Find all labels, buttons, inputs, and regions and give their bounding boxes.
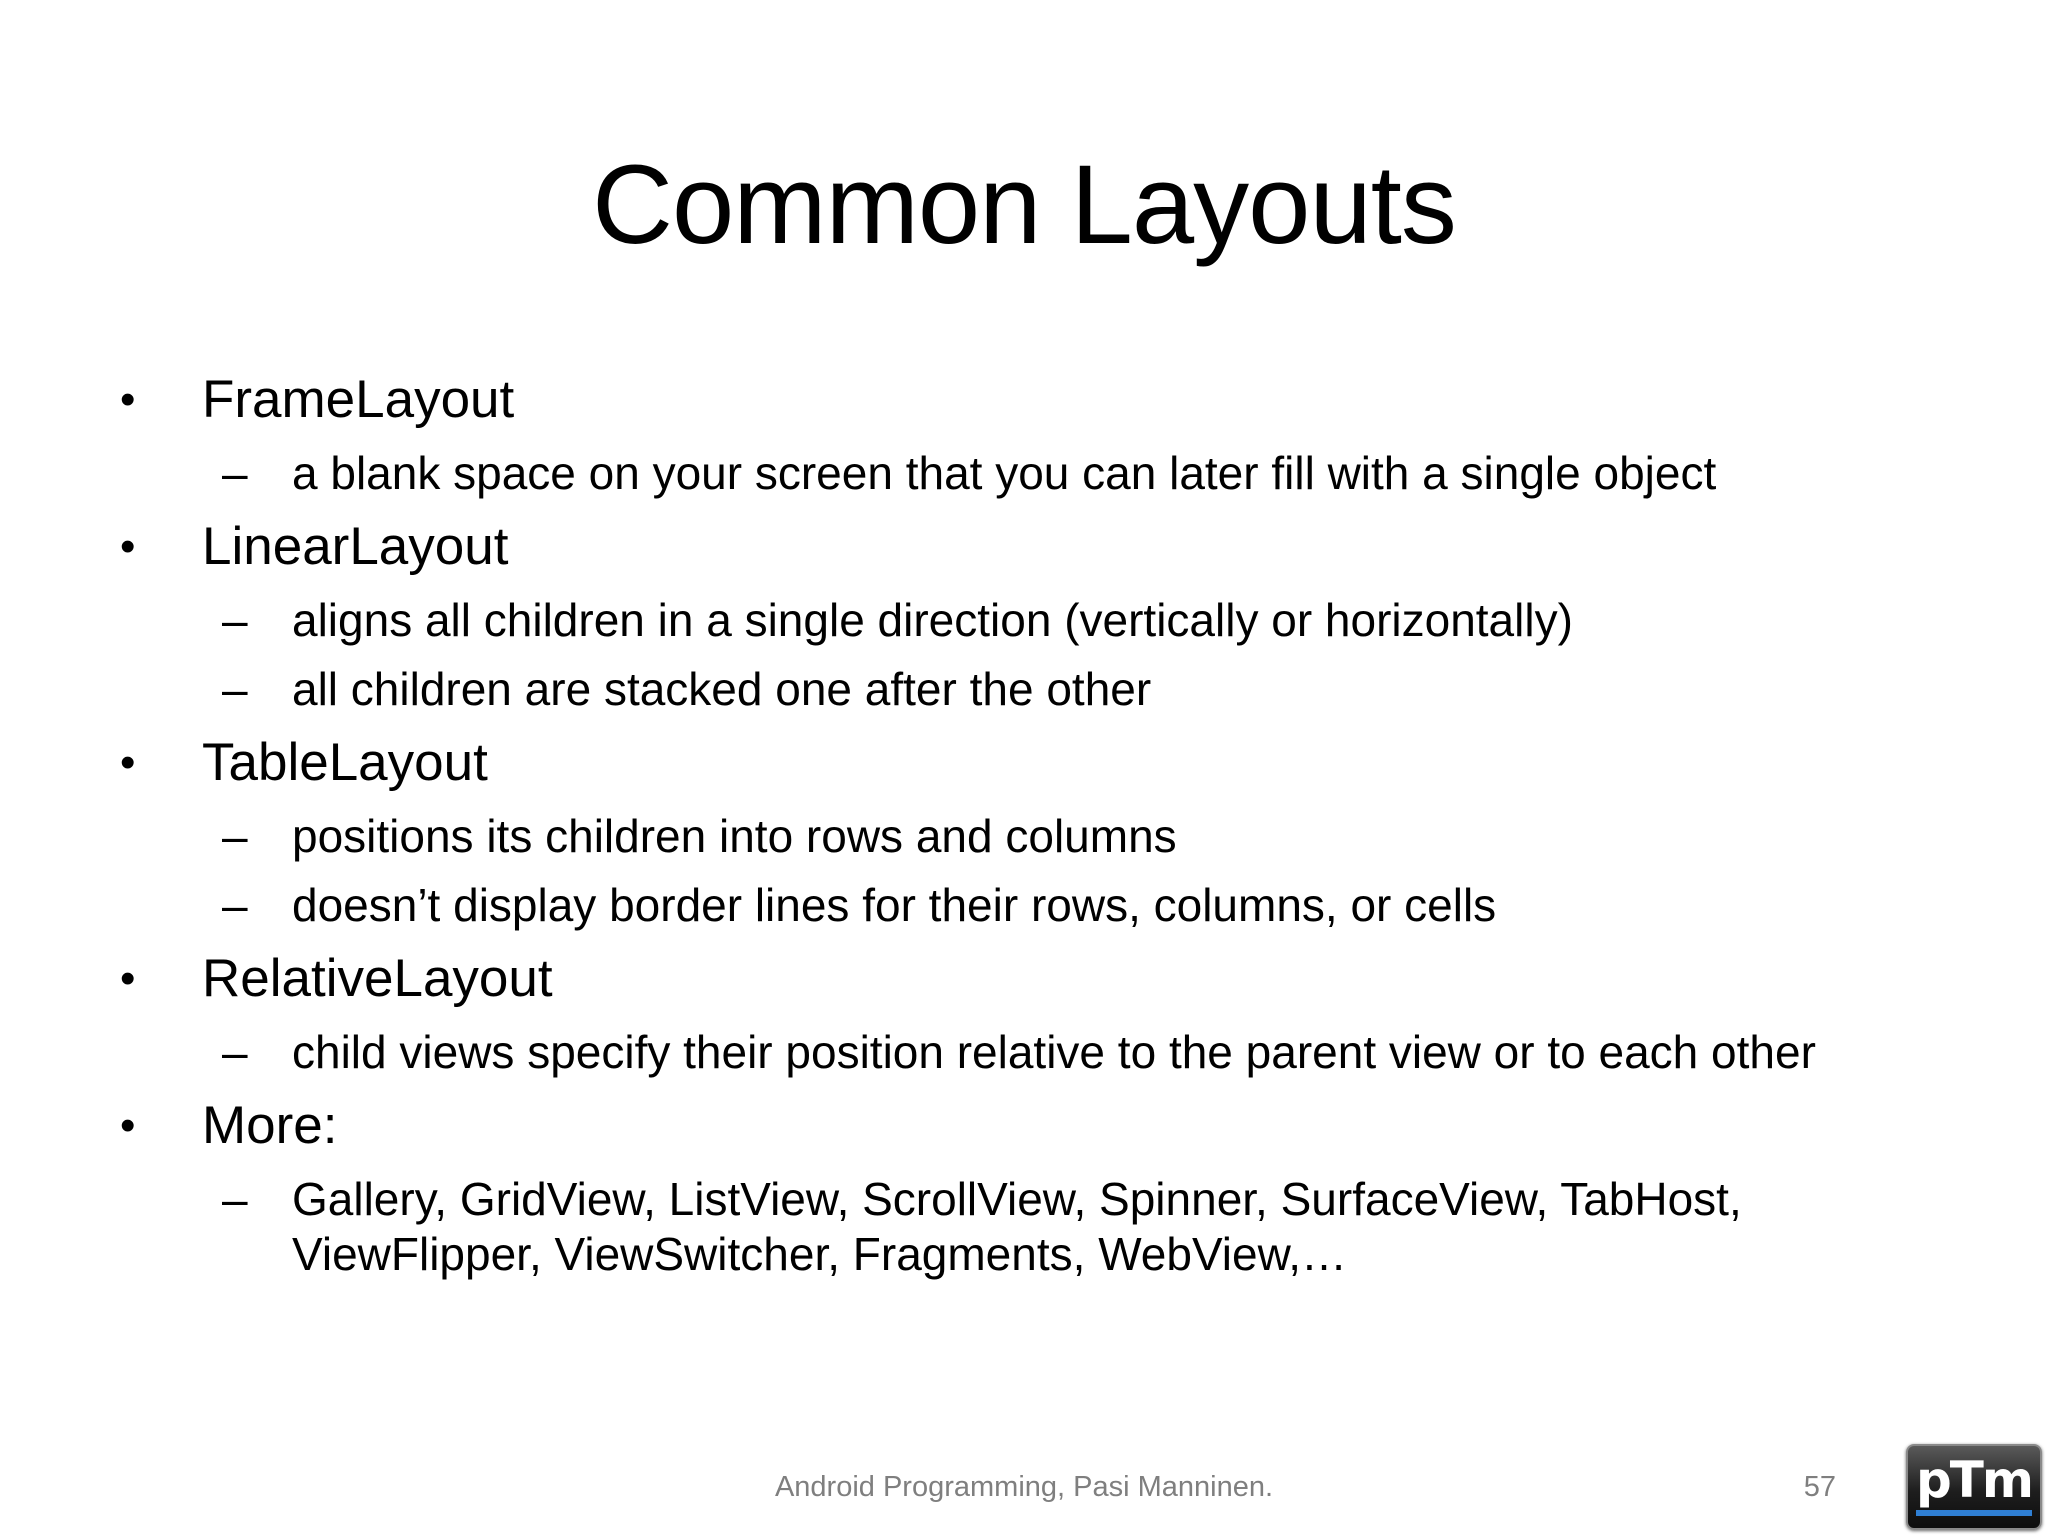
bullet-item xyxy=(120,731,1950,795)
slide-title: Common Layouts xyxy=(592,142,1456,267)
bullet-item xyxy=(120,368,1950,432)
bullet-item xyxy=(120,1094,1950,1158)
dash-icon: – xyxy=(222,663,248,715)
bullet-label: FrameLayout xyxy=(202,370,515,429)
sub-bullet-item xyxy=(120,1172,1950,1282)
sub-bullet-text: aligns all children in a single direction (vertically or horizontally) xyxy=(292,594,1573,646)
sub-bullet-text: a blank space on your screen that you can later fill with a single object xyxy=(292,447,1717,499)
sub-bullet-text: all children are stacked one after the other xyxy=(292,663,1152,715)
sub-bullet-item xyxy=(120,1025,1950,1080)
bullet-icon: • xyxy=(120,738,136,787)
page-number: 57 xyxy=(1803,1471,1836,1503)
bullet-item xyxy=(120,515,1950,579)
sub-bullet-text: doesn’t display border lines for their rows, columns, or cells xyxy=(292,879,1497,931)
sub-bullet-text: Gallery, GridView, ListView, ScrollView, Spinner, SurfaceView, TabHost, ViewFlipper, ViewSwitcher, Fragments, WebView,… xyxy=(292,1173,1742,1280)
dash-icon: – xyxy=(222,594,248,646)
bullet-icon: • xyxy=(120,375,136,424)
sub-bullet-item xyxy=(120,809,1950,864)
bullet-list xyxy=(120,368,1950,1282)
bullet-label: More: xyxy=(202,1096,338,1155)
dash-icon: – xyxy=(222,447,248,499)
logo-text: pTm xyxy=(1916,1451,2032,1509)
sub-bullet-text: positions its children into rows and columns xyxy=(292,810,1177,862)
sub-bullet-item xyxy=(120,593,1950,648)
dash-icon: – xyxy=(222,1026,248,1078)
sub-bullet-item xyxy=(120,446,1950,501)
dash-icon: – xyxy=(222,879,248,931)
dash-icon: – xyxy=(222,810,248,862)
dash-icon: – xyxy=(222,1173,248,1225)
sub-bullet-text: child views specify their position relative to the parent view or to each other xyxy=(292,1026,1816,1078)
sub-bullet-item xyxy=(120,878,1950,933)
bullet-item xyxy=(120,947,1950,1011)
footer-text: Android Programming, Pasi Manninen. xyxy=(774,1471,1274,1503)
bullet-label: TableLayout xyxy=(202,733,488,792)
sub-bullet-item xyxy=(120,662,1950,717)
ptm-logo-icon xyxy=(1906,1444,2042,1530)
bullet-label: LinearLayout xyxy=(202,517,509,576)
bullet-icon: • xyxy=(120,1101,136,1150)
bullet-icon: • xyxy=(120,954,136,1003)
logo-accent-bar xyxy=(1916,1510,2032,1516)
bullet-icon: • xyxy=(120,522,136,571)
bullet-label: RelativeLayout xyxy=(202,949,553,1008)
